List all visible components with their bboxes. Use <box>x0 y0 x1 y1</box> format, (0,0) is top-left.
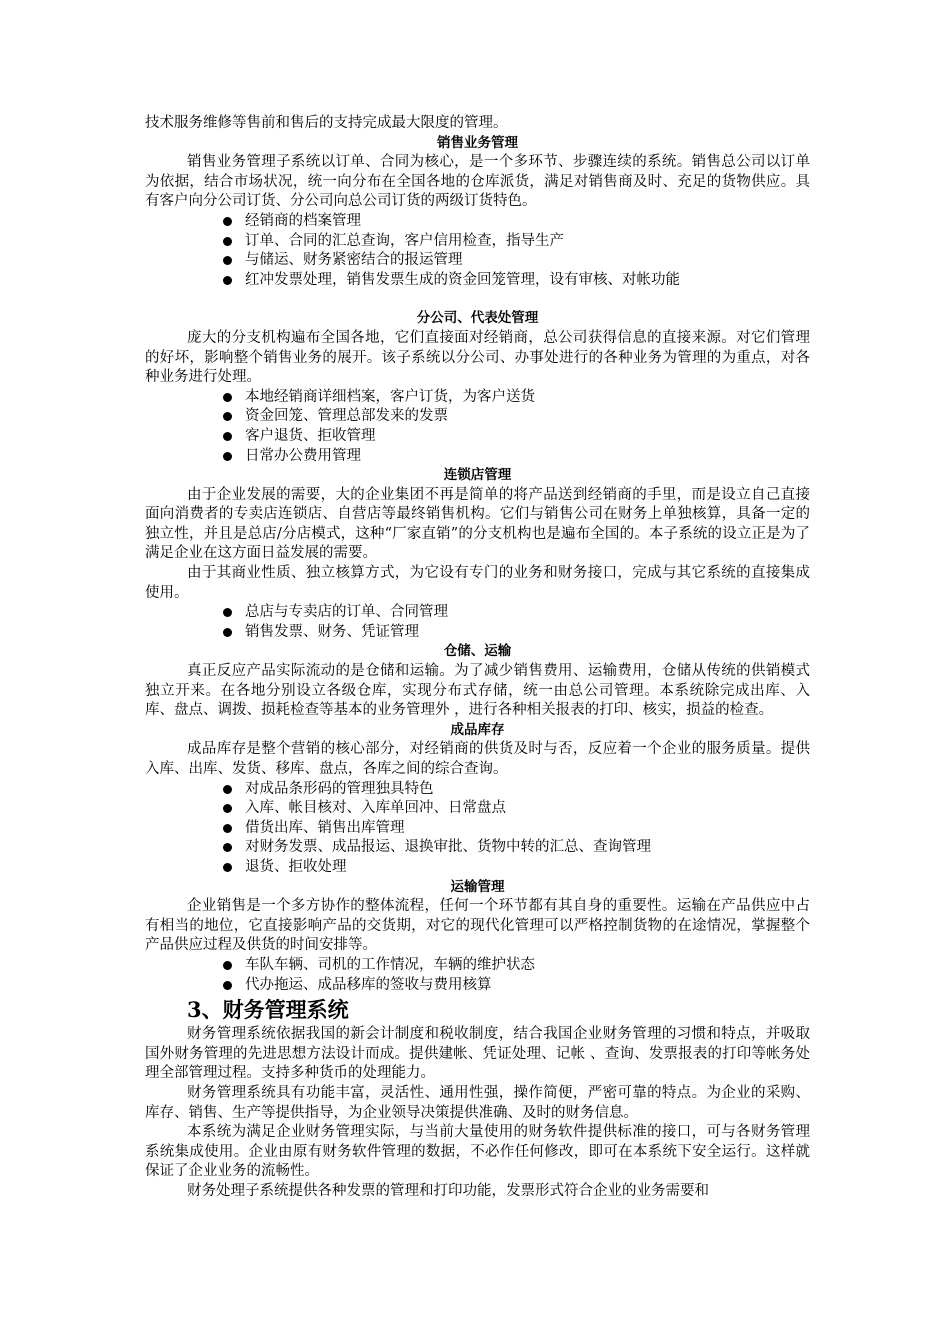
list-item: 资金回笼、管理总部发来的发票 <box>223 407 810 427</box>
list-item: 订单、合同的汇总查询，客户信用检查，指导生产 <box>223 232 810 252</box>
finance-heading: 3、财务管理系统 <box>187 997 349 1023</box>
list-item: 车队车辆、司机的工作情况，车辆的维护状态 <box>223 956 810 976</box>
branch-paragraph: 庞大的分支机构遍布全国各地，它们直接面对经销商，总公司获得信息的直接来源。对它们管理的好坏，影响整个销售业务的展开。该子系统以分公司、办事处进行的各种业务为管理的为重点，对各种业务进行处理。 <box>145 329 810 386</box>
document-page <box>145 114 810 1201</box>
intro-paragraph: 技术服务维修等售前和售后的支持完成最大限度的管理。 <box>145 115 508 131</box>
finance-paragraph-2: 财务管理系统具有功能丰富，灵活性、通用性强，操作简便，严密可靠的特点。为企业的采购、库存、销售、生产等提供指导，为企业领导决策提供准确、及时的财务信息。 <box>145 1084 810 1121</box>
list-item: 对财务发票、成品报运、退换审批、货物中转的汇总、查询管理 <box>223 838 810 858</box>
list-item: 入库、帐目核对、入库单回冲、日常盘点 <box>223 799 810 819</box>
bullet-icon <box>223 804 232 813</box>
list-item: 退货、拒收处理 <box>223 858 810 878</box>
list-item: 借货出库、销售出库管理 <box>223 819 810 839</box>
finance-paragraph-3: 本系统为满足企业财务管理实际，与当前大量使用的财务软件提供标准的接口，可与各财务管理系统集成使用。企业由原有财务软件管理的数据，不必作任何修改，即可在本系统下安全运行。这样就保证了企业业务的流畅性。 <box>145 1124 810 1180</box>
list-item: 与储运、财务紧密结合的报运管理 <box>223 251 810 271</box>
branch-section-title: 分公司、代表处管理 <box>416 310 539 327</box>
chain-paragraph-1: 由于企业发展的需要，大的企业集团不再是简单的将产品送到经销商的手里，而是设立自己直接面向消费者的专卖店连锁店、自营店等最终销售机构。它们与销售公司在财务上单独核算，具备一定的独立性，并且是总店/分店模式，这种“厂家直销”的分支机构也是遍布全国的。本子系统的设立正是为了满足企业在这方面日益发展的需要。 <box>145 486 810 562</box>
bullet-icon <box>223 628 232 637</box>
bullet-icon <box>223 256 232 265</box>
list-item: 客户退货、拒收管理 <box>223 427 810 447</box>
storage-paragraph: 真正反应产品实际流动的是仓储和运输。为了减少销售费用、运输费用，仓储从传统的供销模式独立开来。在各地分别设立各级仓库，实现分布式存储，统一由总公司管理。本系统除完成出库、入库、盘点、调拨、损耗检查等基本的业务管理外 ，进行各种相关报表的打印、核实，损益的检查。 <box>145 663 810 719</box>
transport-bullet-list <box>145 956 810 995</box>
list-item: 对成品条形码的管理独具特色 <box>223 780 810 800</box>
branch-bullet-list <box>145 388 810 466</box>
bullet-icon <box>223 785 232 794</box>
bullet-icon <box>223 432 232 441</box>
bullet-icon <box>223 843 232 852</box>
transport-paragraph: 企业销售是一个多方协作的整体流程，任何一个环节都有其自身的重要性。运输在产品供应中占有相当的地位，它直接影响产品的交货期，对它的现代化管理可以严格控制货物的在途情况，掌握整个产品供应过程及供货的时间安排等。 <box>145 898 810 954</box>
bullet-icon <box>223 961 232 970</box>
sales-paragraph: 销售业务管理子系统以订单、合同为核心，是一个多环节、步骤连续的系统。销售总公司以订单为依据，结合市场状况，统一向分布在全国各地的仓库派货，满足对销售商及时、充足的货物供应。具有客户向分公司订货、分公司向总公司订货的两级订货特色。 <box>145 154 810 210</box>
bullet-icon <box>223 276 232 285</box>
list-item: 代办拖运、成品移库的签收与费用核算 <box>223 976 810 996</box>
bullet-icon <box>223 452 232 461</box>
sales-section-title: 销售业务管理 <box>437 134 518 151</box>
list-item: 本地经销商详细档案，客户订货，为客户送货 <box>223 388 810 408</box>
finance-paragraph-4: 财务处理子系统提供各种发票的管理和打印功能，发票形式符合企业的业务需要和 <box>187 1182 710 1199</box>
transport-section-title: 运输管理 <box>450 878 505 895</box>
bullet-icon <box>223 863 232 872</box>
finance-paragraph-1: 财务管理系统依据我国的新会计制度和税收制度，结合我国企业财务管理的习惯和特点，并吸取国外财务管理的先进思想方法设计而成。提供建帐、凭证处理、记帐 、查询、发票报表的打印等帐务处理全部管理过程。支持多种货币的处理能力。 <box>145 1026 810 1082</box>
bullet-icon <box>223 393 232 402</box>
list-item: 日常办公费用管理 <box>223 447 810 467</box>
bullet-icon <box>223 981 232 990</box>
inventory-paragraph: 成品库存是整个营销的核心部分，对经销商的供货及时与否，反应着一个企业的服务质量。提供入库、出库、发货、移库、盘点，各库之间的综合查询。 <box>145 741 810 777</box>
storage-section-title: 仓储、运输 <box>443 643 512 660</box>
inventory-bullet-list <box>145 780 810 878</box>
bullet-icon <box>223 412 232 421</box>
bullet-icon <box>223 237 232 246</box>
chain-paragraph-2: 由于其商业性质、独立核算方式，为它设有专门的业务和财务接口，完成与其它系统的直接集成使用。 <box>145 565 810 601</box>
bullet-icon <box>223 608 232 617</box>
list-item: 红冲发票处理，销售发票生成的资金回笼管理，设有审核、对帐功能 <box>223 271 810 291</box>
chain-bullet-list <box>145 603 810 642</box>
list-item: 经销商的档案管理 <box>223 212 810 232</box>
list-item: 销售发票、财务、凭证管理 <box>223 623 810 643</box>
chain-section-title: 连锁店管理 <box>443 467 512 484</box>
bullet-icon <box>223 217 232 226</box>
list-item: 总店与专卖店的订单、合同管理 <box>223 603 810 623</box>
bullet-icon <box>223 824 232 833</box>
sales-bullet-list <box>145 212 810 290</box>
inventory-section-title: 成品库存 <box>450 721 505 738</box>
